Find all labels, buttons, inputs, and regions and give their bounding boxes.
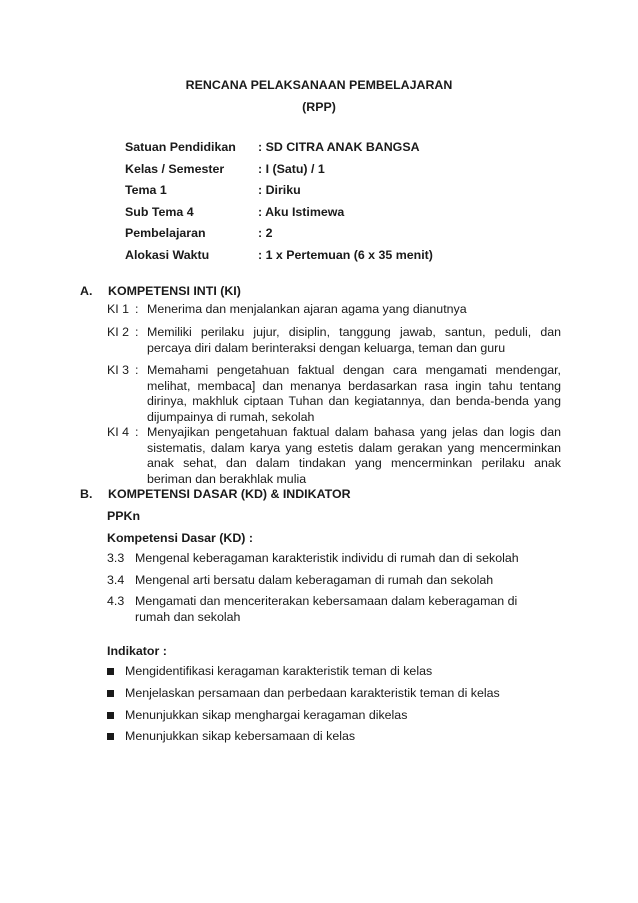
info-label: Kelas / Semester xyxy=(125,161,225,176)
ki-code: KI 3 xyxy=(107,363,130,377)
square-bullet-icon xyxy=(107,733,114,740)
ki-code: KI 2 xyxy=(107,325,130,339)
document-subtitle: (RPP) xyxy=(302,100,336,114)
info-value: : I (Satu) / 1 xyxy=(258,161,325,176)
info-value: : Diriku xyxy=(258,183,301,197)
ki-text: Menyajikan pengetahuan faktual dalam bahasa yang jelas dan logis dan sistematis, dalam karya yang estetis dalam gerakan yang mencerminkan anak sehat, dan dalam tindakan yang mencerminkan perilaku anak beriman dan berakhlak mulia xyxy=(147,425,561,486)
square-bullet-icon xyxy=(107,668,114,675)
square-bullet-icon xyxy=(107,690,114,697)
indicator-heading: Indikator : xyxy=(107,644,167,658)
kd-number: 3.4 xyxy=(107,573,125,587)
info-label: Sub Tema 4 xyxy=(125,204,194,219)
indicator-text: Menunjukkan sikap menghargai keragaman dikelas xyxy=(125,708,408,722)
info-value: : 2 xyxy=(258,226,273,240)
kd-text: Mengenal keberagaman karakteristik individu di rumah dan di sekolah xyxy=(135,551,519,565)
indicator-text: Menunjukkan sikap kebersamaan di kelas xyxy=(125,729,356,743)
ki-colon: : xyxy=(135,363,139,377)
info-label: Tema 1 xyxy=(125,183,167,197)
kd-text: Mengenal arti bersatu dalam keberagaman di rumah dan sekolah xyxy=(135,573,494,587)
kd-number: 3.3 xyxy=(107,551,125,565)
square-bullet-icon xyxy=(107,712,114,719)
section-letter: B. xyxy=(80,487,93,501)
ki-item xyxy=(107,325,561,356)
kd-item xyxy=(107,593,547,625)
info-value: : 1 x Pertemuan (6 x 35 menit) xyxy=(258,247,433,262)
kd-number: 4.3 xyxy=(107,594,125,608)
ki-item xyxy=(107,425,561,487)
subject-label: PPKn xyxy=(107,509,141,523)
ki-item xyxy=(107,302,561,318)
section-title: KOMPETENSI INTI (KI) xyxy=(108,284,241,298)
info-label: Alokasi Waktu xyxy=(125,247,210,262)
info-value: : SD CITRA ANAK BANGSA xyxy=(258,140,420,154)
info-value: : Aku Istimewa xyxy=(258,204,345,219)
kd-heading: Kompetensi Dasar (KD) : xyxy=(107,531,253,545)
ki-colon: : xyxy=(135,425,139,439)
document-title: RENCANA PELAKSANAAN PEMBELAJARAN xyxy=(185,78,453,92)
info-label: Satuan Pendidikan xyxy=(125,140,236,154)
ki-text: Memahami pengetahuan faktual dengan cara mengamati mendengar, melihat, membaca] dan menanya berdasarkan rasa ingin tahu tentang dirinya, makhluk ciptaan Tuhan dan kegiatannya, dan benda-benda yang dijumpainya di rumah, sekolah xyxy=(147,363,561,424)
ki-text: Memiliki perilaku jujur, disiplin, tanggung jawab, santun, peduli, dan percaya diri dalam berinteraksi dengan keluarga, teman dan guru xyxy=(147,325,561,355)
section-letter: A. xyxy=(80,284,93,298)
ki-text: Menerima dan menjalankan ajaran agama yang dianutnya xyxy=(147,302,467,316)
info-label: Pembelajaran xyxy=(125,226,206,240)
ki-item xyxy=(107,363,561,425)
indicator-text: Mengidentifikasi keragaman karakteristik teman di kelas xyxy=(125,664,433,678)
kd-item xyxy=(107,572,547,588)
kd-text: Mengamati dan menceriterakan kebersamaan dalam keberagaman di rumah dan sekolah xyxy=(135,594,518,624)
indicator-text: Menjelaskan persamaan dan perbedaan karakteristik teman di kelas xyxy=(125,686,500,700)
ki-code: KI 4 xyxy=(107,425,130,439)
ki-colon: : xyxy=(135,302,139,316)
ki-colon: : xyxy=(135,325,139,339)
section-title: KOMPETENSI DASAR (KD) & INDIKATOR xyxy=(108,487,351,501)
kd-item xyxy=(107,550,547,566)
ki-code: KI 1 xyxy=(107,302,130,316)
